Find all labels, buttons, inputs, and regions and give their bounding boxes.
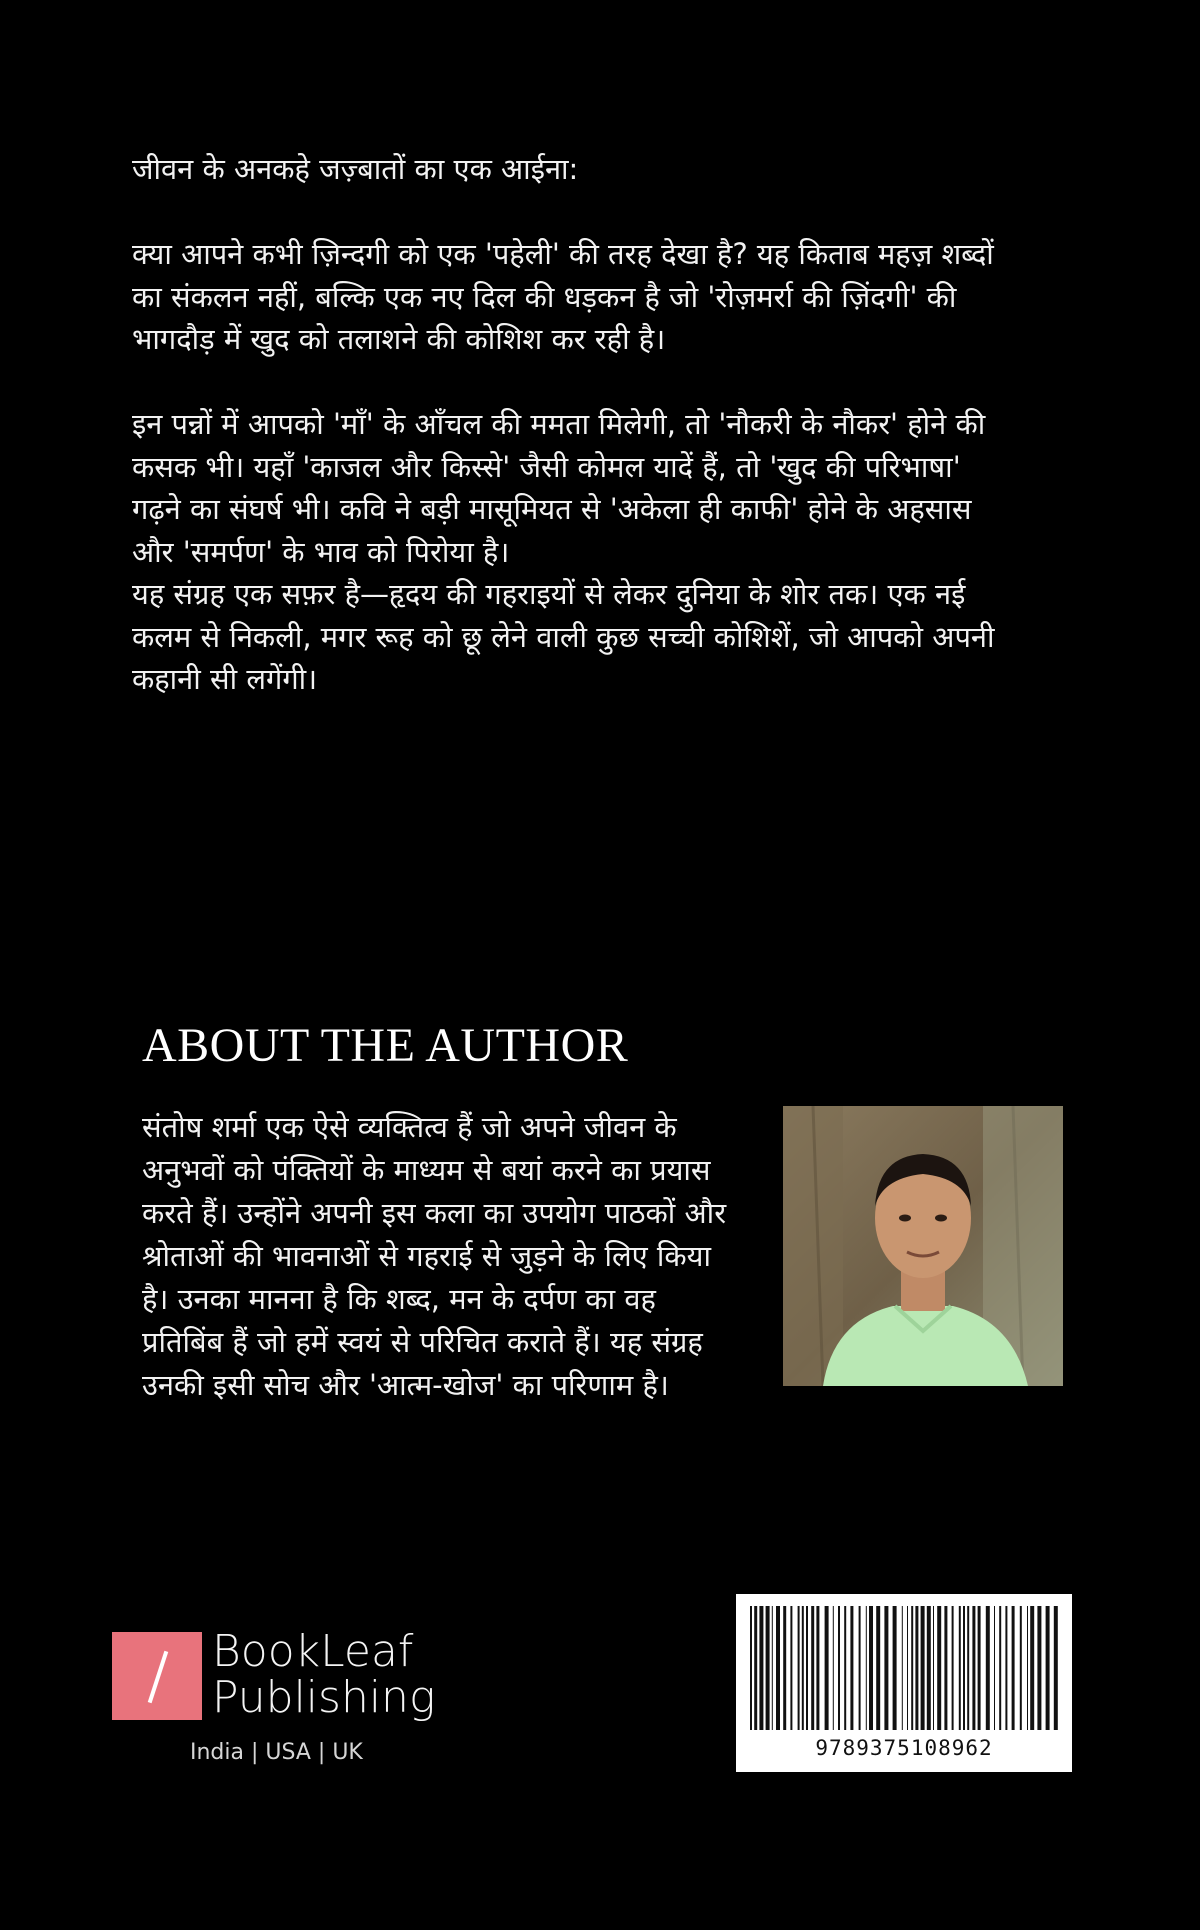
- barcode-bar: [911, 1606, 913, 1730]
- barcode-bar: [1027, 1606, 1028, 1730]
- barcode-bar: [1046, 1606, 1050, 1730]
- barcode-bar: [921, 1606, 925, 1730]
- barcode-bar: [1054, 1606, 1058, 1730]
- barcode-bar: [850, 1606, 853, 1730]
- barcode-bar: [806, 1606, 808, 1730]
- barcode-bar: [766, 1606, 770, 1730]
- barcode-bar: [1005, 1606, 1007, 1730]
- barcode-bar: [978, 1606, 981, 1730]
- barcode-bar: [825, 1606, 829, 1730]
- barcode-bar: [759, 1606, 763, 1730]
- author-bio: संतोष शर्मा एक ऐसे व्यक्तित्व हैं जो अपने जीवन के अनुभवों को पंक्तियों के माध्यम से बयां करने का प्रयास करते हैं। उन्होंने अपनी इस कला का उपयोग पाठकों और श्रोताओं की भावनाओं से गहराई से जुड़ने के लिए किया है। उनका मानना है कि शब्द, मन के दर्पण का वह प्रतिबिंब हैं जो हमें स्वयं से परिचित कराते हैं। यह संग्रह उनकी इसी सोच और 'आत्म-खोज' का परिणाम है।: [142, 1110, 727, 1402]
- barcode-bar: [802, 1606, 804, 1730]
- barcode-bar: [816, 1606, 819, 1730]
- isbn-number: 9789375108962: [815, 1736, 993, 1760]
- barcode-bar: [838, 1606, 840, 1730]
- barcode-bar: [986, 1606, 990, 1730]
- barcode-icon: [750, 1606, 1058, 1730]
- barcode-bar: [798, 1606, 800, 1730]
- barcode-bar: [876, 1606, 880, 1730]
- blurb-paragraph-2: इन पन्नों में आपको 'माँ' के आँचल की ममता मिलेगी, तो 'नौकरी के नौकर' होने की कसक भी। यहाँ 'काजल और किस्से' जैसी कोमल यादें हैं, तो 'खुद की परिभाषा' गढ़ने का संघर्ष भी। कवि ने बड़ी मासूमियत से 'अकेला ही काफी' होने के अहसास और 'समर्पण' के भाव को पिरोया है।: [132, 407, 986, 569]
- bookleaf-logo-mark-icon: [112, 1632, 202, 1720]
- barcode-bar: [937, 1606, 941, 1730]
- barcode-bar: [750, 1606, 752, 1730]
- bookleaf-publishing-logo: [112, 1628, 472, 1768]
- isbn-barcode: [736, 1594, 1072, 1772]
- blurb-paragraph-3: यह संग्रह एक सफ़र है—हृदय की गहराइयों से लेकर दुनिया के शोर तक। एक नई कलम से निकली, मगर रूह को छू लेने वाली कुछ सच्ची कोशिशें, जो आपको अपनी कहानी सी लगेंगी।: [132, 577, 995, 696]
- barcode-bar: [776, 1606, 780, 1730]
- barcode-bar: [927, 1606, 931, 1730]
- barcode-bar: [884, 1606, 888, 1730]
- barcode-bar: [907, 1606, 908, 1730]
- barcode-bar: [866, 1606, 867, 1730]
- barcode-bar: [772, 1606, 773, 1730]
- barcode-bar: [972, 1606, 975, 1730]
- barcode-bar: [1030, 1606, 1034, 1730]
- barcode-bar: [999, 1606, 1001, 1730]
- barcode-bar: [915, 1606, 918, 1730]
- barcode-bar: [869, 1606, 873, 1730]
- barcode-bar: [959, 1606, 961, 1730]
- barcode-bar: [963, 1606, 965, 1730]
- author-photo: [783, 1106, 1063, 1386]
- back-cover-blurb: [132, 148, 1012, 701]
- about-author-heading: ABOUT THE AUTHOR: [142, 1019, 629, 1072]
- barcode-bar: [833, 1606, 834, 1730]
- barcode-bar: [1012, 1606, 1015, 1730]
- barcode-bar: [893, 1606, 897, 1730]
- barcode-bar: [952, 1606, 954, 1730]
- barcode-bar: [1020, 1606, 1022, 1730]
- publisher-tagline: India | USA | UK: [190, 1740, 363, 1765]
- blurb-heading: जीवन के अनकहे जज़्बातों का एक आईना:: [132, 152, 579, 186]
- barcode-bar: [783, 1606, 786, 1730]
- barcode-bar: [902, 1606, 903, 1730]
- barcode-bar: [944, 1606, 947, 1730]
- barcode-bar: [754, 1606, 757, 1730]
- barcode-bar: [1037, 1606, 1041, 1730]
- barcode-bar: [844, 1606, 846, 1730]
- blurb-paragraph-1: क्या आपने कभी ज़िन्दगी को एक 'पहेली' की तरह देखा है? यह किताब महज़ शब्दों का संकलन नहीं, बल्कि एक नए दिल की धड़कन है जो 'रोज़मर्रा की ज़िंदगी' की भागदौड़ में खुद को तलाशने की कोशिश कर रही है।: [132, 237, 994, 356]
- publisher-name-line2: Publishing: [212, 1672, 436, 1723]
- barcode-bar: [994, 1606, 995, 1730]
- barcode-bar: [933, 1606, 934, 1730]
- publisher-name-line1: BookLeaf: [212, 1626, 414, 1677]
- barcode-bar: [859, 1606, 861, 1730]
- barcode-bar: [790, 1606, 792, 1730]
- barcode-bar: [811, 1606, 814, 1730]
- barcode-bar: [967, 1606, 969, 1730]
